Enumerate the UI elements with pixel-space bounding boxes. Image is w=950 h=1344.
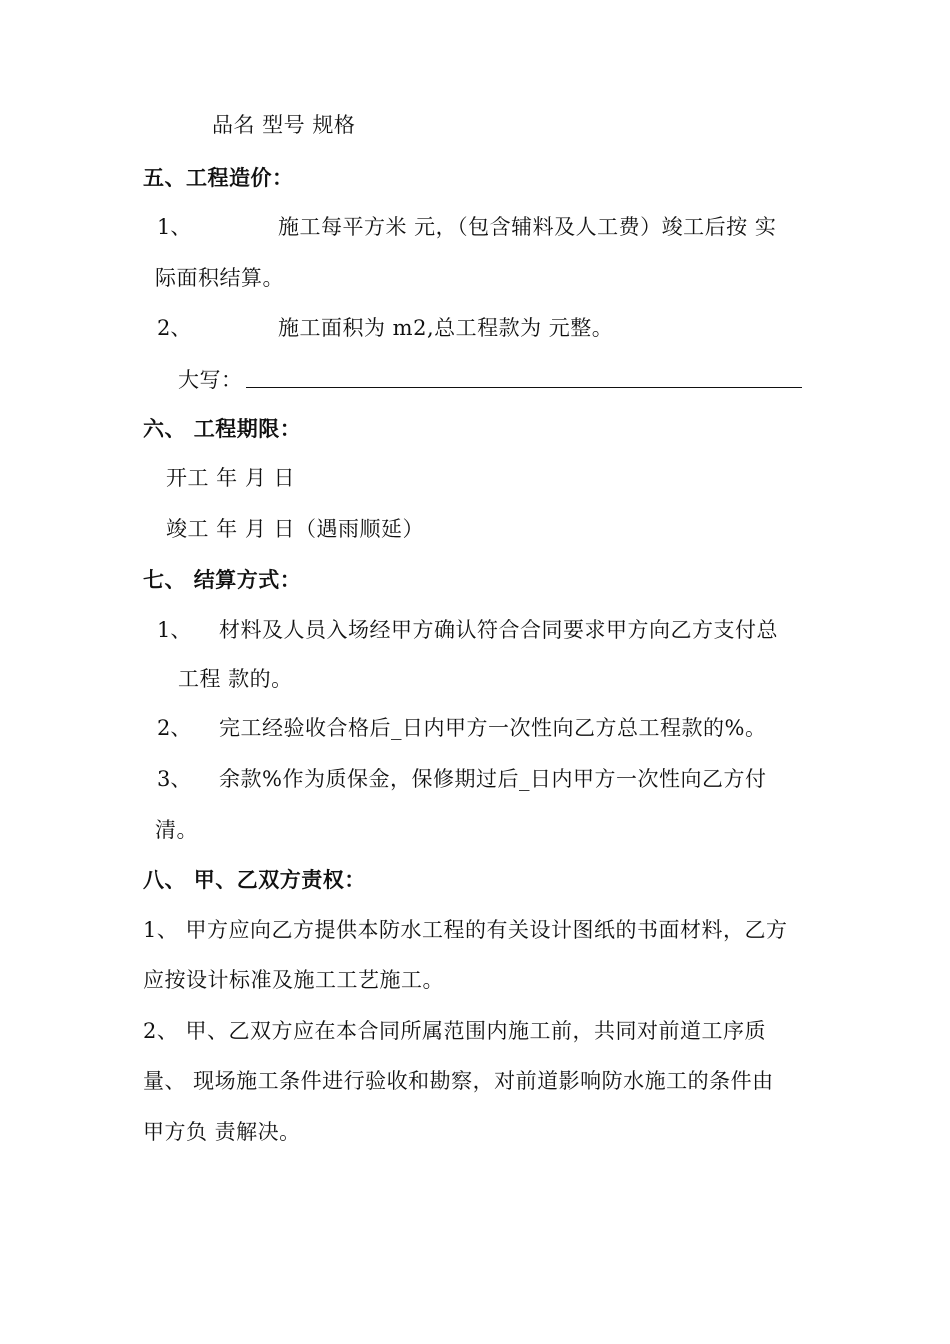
section7-item3-text: 余款%作为质保金，保修期过后_日内甲方一次性向乙方付 (219, 767, 767, 791)
start-date: 开工 年 月 日 (166, 466, 296, 490)
section5-item1-text-cont: 际面积结算。 (155, 266, 284, 290)
section5-item2-number: 2、 (157, 316, 192, 340)
section7-item3-text-cont: 清。 (155, 818, 198, 842)
section8-para1-line2: 应按设计标准及施工工艺施工。 (143, 968, 444, 992)
item-header: 品名 型号 规格 (212, 113, 356, 137)
section7-item2-number: 2、 (157, 716, 192, 740)
section8-para1-line1: 1、 甲方应向乙方提供本防水工程的有关设计图纸的书面材料，乙方 (143, 918, 788, 942)
section5-heading: 五、工程造价： (143, 165, 294, 190)
section6-heading: 六、 工程期限： (143, 416, 302, 441)
section8-para2-line3: 甲方负 责解决。 (143, 1120, 301, 1144)
section7-item2-text: 完工经验收合格后_日内甲方一次性向乙方总工程款的%。 (219, 716, 767, 740)
completion-date: 竣工 年 月 日（遇雨顺延） (166, 517, 425, 541)
section7-item1-text: 材料及人员入场经甲方确认符合合同要求甲方向乙方支付总 (219, 618, 778, 642)
section8-heading: 八、 甲、乙双方责权： (143, 867, 366, 892)
section7-item3-number: 3、 (157, 767, 192, 791)
daxie-blank-line (246, 387, 802, 388)
section5-item2-text: 施工面积为 m2,总工程款为 元整。 (278, 316, 614, 340)
section8-para2-line1: 2、 甲、乙双方应在本合同所属范围内施工前，共同对前道工序质 (143, 1019, 767, 1043)
daxie-label: 大写： (178, 368, 243, 392)
section5-item1-number: 1、 (157, 215, 192, 239)
section7-item1-number: 1、 (157, 618, 192, 642)
section5-item1-text: 施工每平方米 元，（包含辅料及人工费）竣工后按 实 (278, 215, 777, 239)
section7-item1-text-cont: 工程 款的。 (178, 667, 293, 691)
section8-para2-line2: 量、 现场施工条件进行验收和勘察，对前道影响防水施工的条件由 (143, 1069, 774, 1093)
section7-heading: 七、 结算方式： (143, 567, 302, 592)
